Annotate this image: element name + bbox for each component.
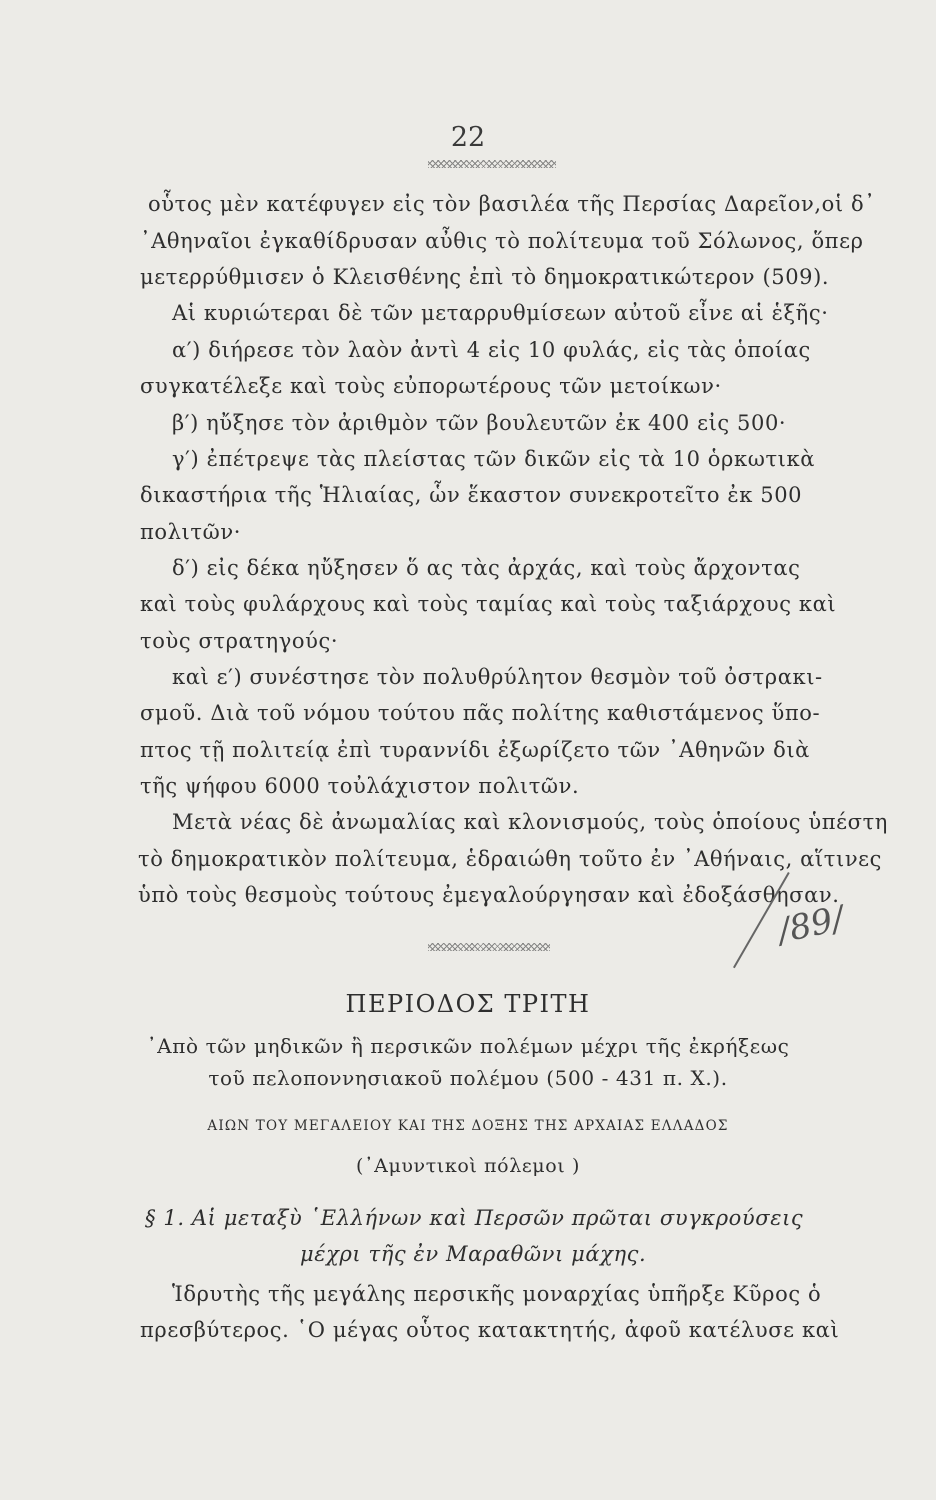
body-line: καὶ τοὺς φυλάρχους καὶ τοὺς ταμίας καὶ τοὺς ταξιάρχους καὶ (140, 592, 837, 616)
body-line: τοὺς στρατηγούς· (140, 629, 339, 653)
body-line: ὑπὸ τοὺς θεσμοὺς τούτους ἐμεγαλούργησαν καὶ ἐδοξάσθησαν. (138, 883, 840, 907)
body-line: τὸ δημοκρατικὸν πολίτευμα, ἑδραιώθη τοῦτο ἐν ᾽Αθήναις, αἵτινες (138, 847, 883, 871)
body-line: μετερρύθμισεν ὁ Κλεισθένης ἐπὶ τὸ δημοκρατικώτερον (509). (140, 265, 830, 289)
body-line: Μετὰ νέας δὲ ἀνωμαλίας καὶ κλονισμούς, τοὺς ὁποίους ὑπέστη (172, 810, 888, 834)
body-line: συγκατέλεξε καὶ τοὺς εὐπορωτέρους τῶν μετοίκων· (140, 374, 722, 398)
body-line: α′) διήρεσε τὸν λαὸν ἀντὶ 4 εἰς 10 φυλάς, εἰς τὰς ὁποίας (172, 338, 811, 362)
body-line: σμοῦ. Διὰ τοῦ νόμου τούτου πᾶς πολίτης καθιστάμενος ὕπο- (140, 701, 821, 725)
wars-heading: (᾽Αμυντικοὶ πόλεμοι ) (356, 1155, 580, 1177)
body-line: πολιτῶν· (140, 520, 241, 544)
page-number: 22 (450, 122, 486, 153)
body-line: δικαστήρια τῆς Ἡλιαίας, ὧν ἕκαστον συνεκροτεῖτο ἐκ 500 (140, 483, 803, 507)
handwritten-mark: /89/ (774, 898, 848, 952)
body-line: πρεσβύτερος. ῾Ο μέγας οὗτος κατακτητής, ἀφοῦ κατέλυσε καὶ (140, 1318, 840, 1342)
body-line: δ′) εἰς δέκα ηὔξησεν ὅ ας τὰς ἀρχάς, καὶ τοὺς ἄρχοντας (172, 556, 801, 580)
paragraph-heading: μέχρι τῆς ἐν Μαραθῶνι μάχης. (300, 1242, 647, 1266)
body-line: γ′) ἐπέτρεψε τὰς πλείστας τῶν δικῶν εἰς τὰ 10 ὁρκωτικὰ (172, 447, 815, 471)
body-line: πτος τῇ πολιτείᾳ ἐπὶ τυραννίδι ἐξωρίζετο τῶν ᾽Αθηνῶν διὰ (140, 738, 810, 762)
section-subtitle: ᾽Απὸ τῶν μηδικῶν ἢ περσικῶν πολέμων μέχρι τῆς ἐκρήξεως (146, 1034, 790, 1058)
paragraph-heading: § 1. Αἱ μεταξὺ ῾Ελλήνων καὶ Περσῶν πρῶται συγκρούσεις (145, 1206, 804, 1230)
body-line: καὶ ε′) συνέστησε τὸν πολυθρύλητον θεσμὸν τοῦ ὀστρακι- (172, 665, 823, 689)
section-title: ΠΕΡΙΟΔΟΣ ΤΡΙΤΗ (345, 990, 591, 1018)
section-subtitle: τοῦ πελοποννησιακοῦ πολέμου (500 - 431 π. Χ.). (208, 1066, 728, 1090)
body-line: οὗτος μὲν κατέφυγεν εἰς τὸν βασιλέα τῆς Περσίας Δαρεῖον,οἱ δ᾽ (148, 192, 876, 216)
body-line: ᾽Αθηναῖοι ἐγκαθίδρυσαν αὖθις τὸ πολίτευμα τοῦ Σόλωνος, ὅπερ (140, 229, 864, 253)
era-heading: ΑΙΩΝ ΤΟΥ ΜΕΓΑΛΕΙΟΥ ΚΑΙ ΤΗΣ ΔΟΞΗΣ ΤΗΣ ΑΡΧΑΙΑΣ ΕΛΛΑΔΟΣ (207, 1118, 729, 1134)
body-line: Αἱ κυριώτεραι δὲ τῶν μεταρρυθμίσεων αὐτοῦ εἶνε αἱ ἑξῆς· (172, 301, 829, 325)
body-line: τῆς ψήφου 6000 τοὐλάχιστον πολιτῶν. (140, 774, 580, 798)
top-ornament (428, 160, 556, 168)
body-line: β′) ηὔξησε τὸν ἀριθμὸν τῶν βουλευτῶν ἐκ 400 εἰς 500· (172, 411, 787, 435)
body-line: Ἱδρυτὴς τῆς μεγάλης περσικῆς μοναρχίας ὑπῆρξε Κῦρος ὁ (172, 1282, 822, 1306)
section-ornament (428, 943, 550, 951)
